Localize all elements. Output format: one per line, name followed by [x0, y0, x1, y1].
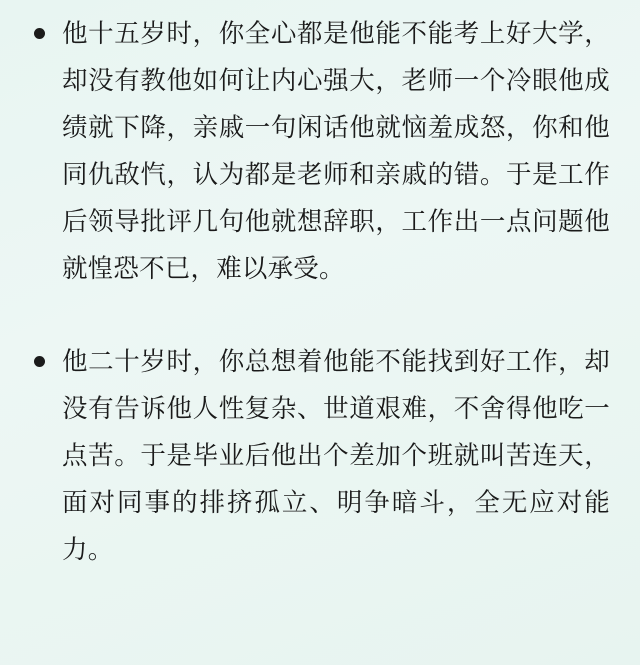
bullet-list [18, 10, 610, 573]
bullet-dot-icon [34, 356, 45, 367]
paragraph-age-twenty: 他二十岁时，你总想着他能不能找到好工作，却没有告诉他人性复杂、世道艰难，不舍得他吃一点苦。于是毕业后他出个差加个班就叫苦连天，面对同事的排挤孤立、明争暗斗，全无应对能力。 [62, 347, 610, 564]
bullet-dot-icon [34, 28, 45, 39]
list-item [18, 338, 610, 573]
paragraph-age-fifteen: 他十五岁时，你全心都是他能不能考上好大学，却没有教他如何让内心强大，老师一个冷眼他成绩就下降，亲戚一句闲话他就恼羞成怒，你和他同仇敌忾，认为都是老师和亲戚的错。于是工作后领导批评几句他就想辞职，工作出一点问题他就惶恐不已，难以承受。 [62, 19, 610, 283]
list-item [18, 10, 610, 292]
